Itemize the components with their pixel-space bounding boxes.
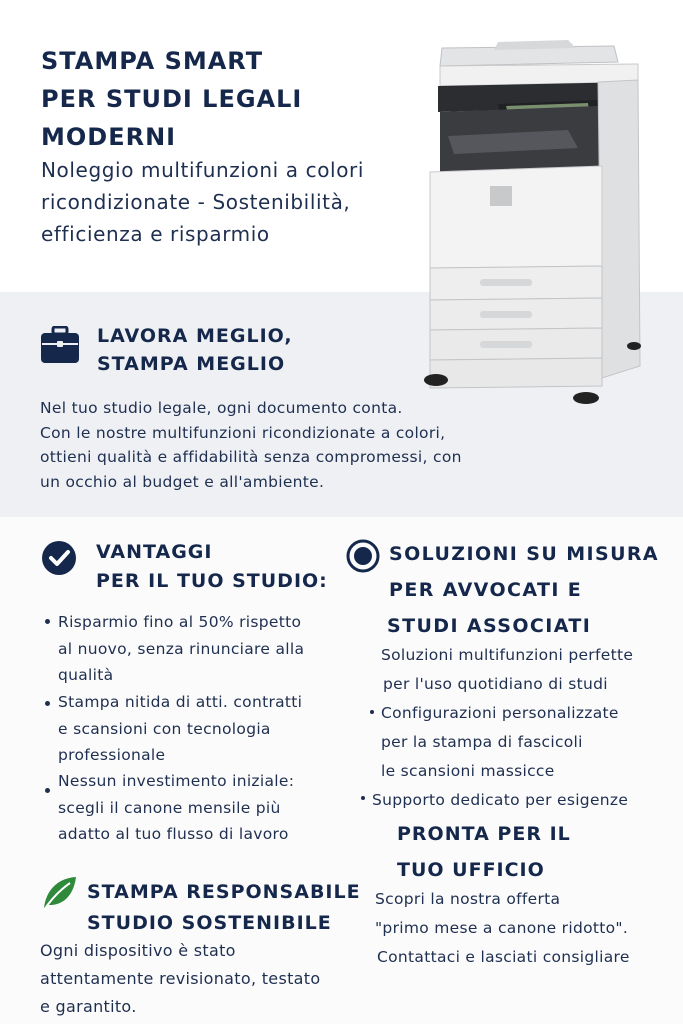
work-title <box>97 322 293 378</box>
advantage-line: scegli il canone mensile più <box>58 798 281 817</box>
sustainable-line: Ogni dispositivo è stato <box>40 941 236 960</box>
advantages-title-line: PER IL TUO STUDIO: <box>96 570 328 592</box>
solutions-line: Soluzioni multifunzioni perfette <box>381 646 634 664</box>
bullet <box>45 788 50 793</box>
solutions-title-line: STUDI ASSOCIATI <box>387 615 592 637</box>
solutions-title-line: PER AVVOCATI E <box>389 579 583 601</box>
solutions-title <box>389 536 659 644</box>
advantages-title <box>96 538 328 596</box>
ready-line: "primo mese a canone ridotto". <box>375 919 629 937</box>
work-text-line: Nel tuo studio legale, ogni documento conta. <box>40 399 403 417</box>
ready-title-line: PRONTA PER IL <box>397 823 571 845</box>
sustainable-title-line: STUDIO SOSTENIBILE <box>87 912 332 934</box>
briefcase-icon <box>40 326 80 364</box>
work-title-line: STAMPA MEGLIO <box>97 353 286 375</box>
advantage-line: adatto al tuo flusso di lavoro <box>58 825 289 843</box>
target-circle-icon <box>346 539 380 573</box>
advantage-item <box>58 689 302 769</box>
sustainable-title <box>87 877 361 939</box>
advantage-line: al nuovo, senza rinunciare alla <box>58 639 305 658</box>
hero-subtitle-line: Noleggio multifunzioni a colori <box>41 158 365 182</box>
sustainable-line: e garantito. <box>40 997 137 1016</box>
hero-title-line: PER STUDI LEGALI <box>41 85 303 113</box>
work-text <box>40 396 462 494</box>
advantage-item <box>58 609 304 689</box>
hero-title <box>41 42 302 156</box>
advantage-item <box>58 768 294 848</box>
printer-image <box>418 36 650 408</box>
solutions-title-line: SOLUZIONI SU MISURA <box>389 543 660 565</box>
ready-title-line: TUO UFFICIO <box>397 859 545 881</box>
bullet <box>370 710 374 714</box>
solutions-line: le scansioni massicce <box>381 762 555 780</box>
advantages-title-line: VANTAGGI <box>96 541 213 563</box>
advantage-line: Nessun investimento iniziale: <box>58 772 295 790</box>
solutions-line: Configurazioni personalizzate <box>381 704 619 722</box>
hero-title-line: STAMPA SMART <box>41 47 264 75</box>
advantage-line: qualità <box>58 666 114 684</box>
advantage-line: Stampa nitida di atti. contratti <box>58 693 303 711</box>
advantage-line: Risparmio fino al 50% rispetto <box>58 613 302 631</box>
ready-title <box>397 816 571 888</box>
bullet <box>45 701 50 706</box>
sustainable-line: attentamente revisionato, testato <box>40 969 321 988</box>
ready-text <box>375 885 630 972</box>
hero-subtitle <box>41 154 364 250</box>
leaf-icon <box>40 874 78 912</box>
hero-subtitle-line: ricondizionate - Sostenibilità, <box>41 190 351 214</box>
solutions-text <box>372 641 634 815</box>
ready-line: Scopri la nostra offerta <box>375 890 561 908</box>
bullet <box>361 796 365 800</box>
check-circle-icon <box>41 540 77 576</box>
solutions-line: per la stampa di fascicoli <box>381 733 583 751</box>
advantage-line: professionale <box>58 746 166 764</box>
solutions-line: per l'uso quotidiano di studi <box>383 675 608 693</box>
work-text-line: Con le nostre multifunzioni ricondizionate a colori, <box>40 423 446 442</box>
work-text-line: ottieni qualità e affidabilità senza compromessi, con <box>40 448 462 466</box>
hero-subtitle-line: efficienza e risparmio <box>41 222 270 246</box>
work-title-line: LAVORA MEGLIO, <box>97 325 293 347</box>
work-text-line: un occhio al budget e all'ambiente. <box>40 472 325 491</box>
solutions-line: Supporto dedicato per esigenze <box>372 791 629 809</box>
sustainable-text <box>40 937 320 1021</box>
advantage-line: e scansioni con tecnologia <box>58 719 271 738</box>
sustainable-title-line: STAMPA RESPONSABILE <box>87 881 361 903</box>
bullet <box>45 619 50 624</box>
hero-title-line: MODERNI <box>41 123 177 151</box>
ready-line: Contattaci e lasciati consigliare <box>377 948 630 966</box>
